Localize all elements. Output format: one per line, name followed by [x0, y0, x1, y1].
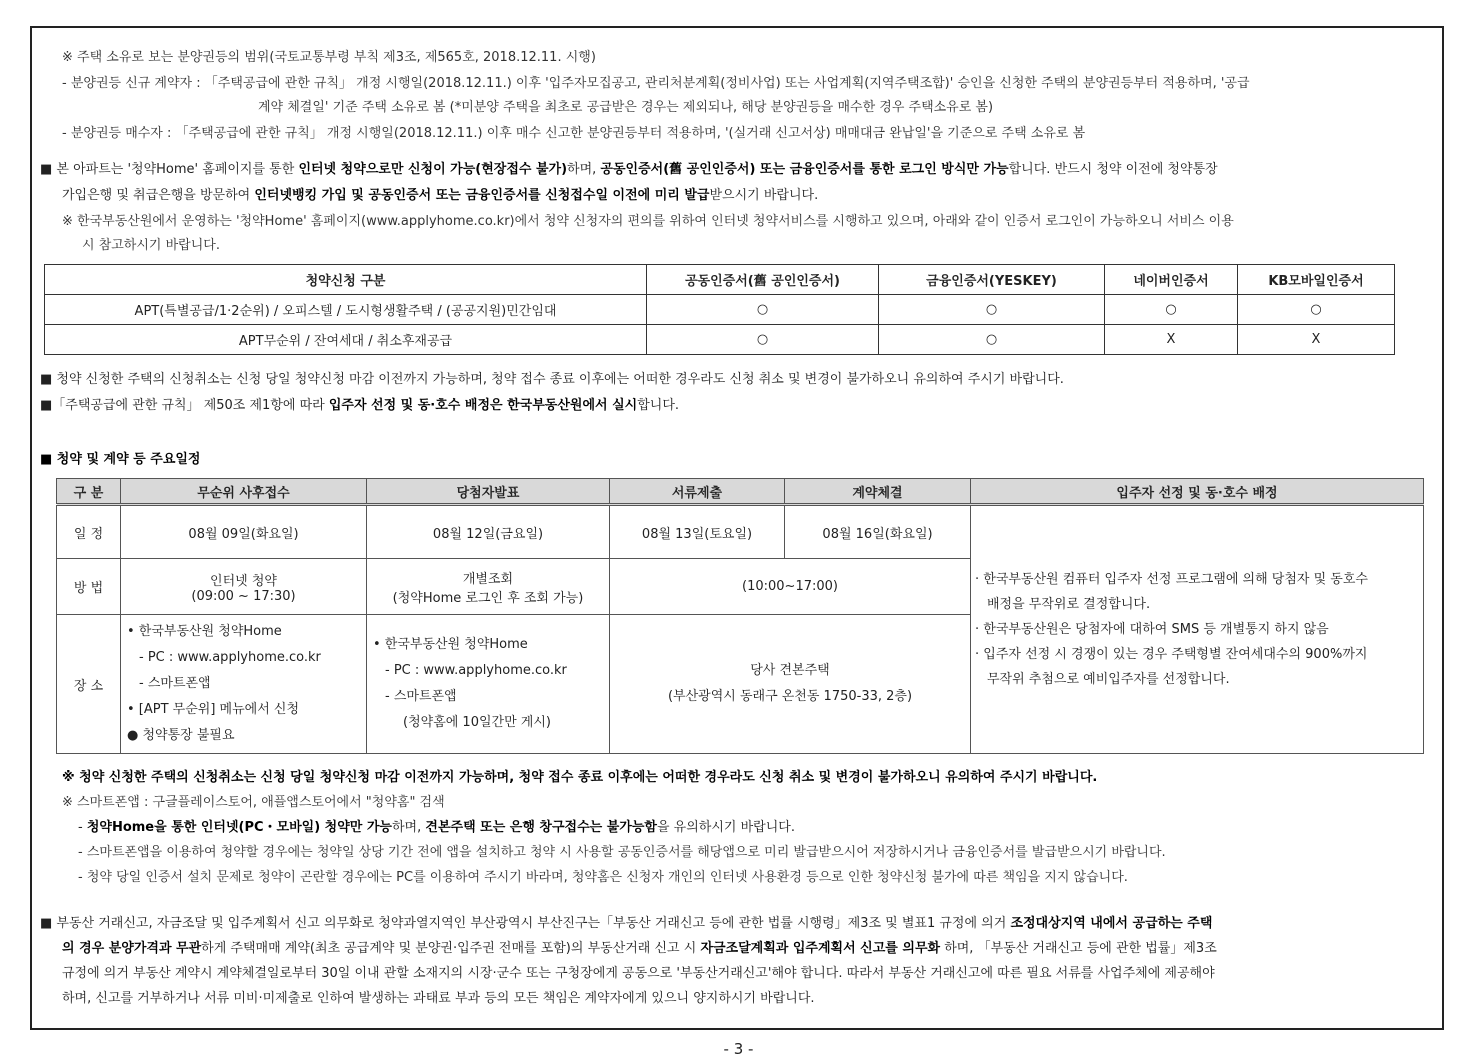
report-line-4: 하며, 신고를 거부하거나 서류 미비·미제출로 인하여 발생하는 과태료 부과 등의 모든 책임은 계약자에게 있으니 양지하시기 바랍니다. — [62, 991, 815, 1006]
after-text: 하며, — [392, 820, 426, 835]
online-bold: 인터넷뱅킹 가입 및 공동인증서 또는 금융인증서를 신청접수일 이전에 미리 발급 — [254, 188, 710, 203]
place-line: - PC : www.applyhome.co.kr — [385, 663, 567, 679]
cert-cell: ○ — [1105, 295, 1238, 325]
after-line-3: - 청약 당일 인증서 설치 문제로 청약이 곤란할 경우에는 PC를 이용하여 주시기 바라며, 청약홈은 신청자 개인의 인터넷 사용환경 등으로 인한 청약신청 불가에 따른 책임을 지지 않습니다. — [78, 870, 1128, 885]
report-bold: 의 경우 분양가격과 무관 — [62, 941, 202, 956]
report-bold: 조정대상지역 내에서 공급하는 주택 — [1010, 916, 1213, 931]
schedule-cell: 08월 13일(토요일) — [610, 505, 785, 559]
table-row — [57, 505, 1424, 559]
scope-new-contract-1: - 분양권등 신규 계약자 : 「주택공급에 관한 규칙」 개정 시행일(2018.12.11.) 이후 '입주자모집공고, 관리처분계획(정비사업) 또는 사업계획(지역주택조합)' 승인을 신청한 주택의 분양권등부터 적용하며, '공급 — [62, 76, 1250, 91]
schedule-header-cell: 계약체결 — [785, 479, 971, 505]
assign-note: · 한국부동산원 컴퓨터 입주자 선정 프로그램에 의해 당첨자 및 동호수 — [975, 572, 1368, 588]
schedule-cell: 08월 16일(화요일) — [785, 505, 971, 559]
report-text: 하게 주택매매 계약(최초 공급계약 및 분양권·입주권 전매를 포함)의 부동산거래 신고 시 — [201, 941, 701, 956]
cert-cell: ○ — [1238, 295, 1395, 325]
cert-header-cell: 금융인증서(YESKEY) — [879, 265, 1105, 295]
place-cell-announce — [367, 615, 610, 754]
after-bold: 견본주택 또는 은행 창구접수는 불가능함 — [425, 820, 657, 835]
cert-cell: ○ — [879, 325, 1105, 355]
place-line: (청약홈에 10일간만 게시) — [403, 715, 551, 731]
online-text: 합니다. 반드시 청약 이전에 청약통장 — [1008, 162, 1218, 177]
cert-cell: X — [1105, 325, 1238, 355]
after-bold: 청약Home을 통한 인터넷(PC・모바일) 청약만 가능 — [86, 820, 392, 835]
schedule-header-cell: 구 분 — [57, 479, 121, 505]
report-bold: 자금조달계획과 입주계획서 신고를 의무화 — [700, 941, 941, 956]
after-line-2: - 스마트폰앱을 이용하여 청약할 경우에는 청약일 상당 기간 전에 앱을 설치하고 청약 시 사용할 공동인증서를 해당앱으로 미리 발급받으시어 저장하시거나 금융인증서를 발급받으시기 바랍니다. — [78, 845, 1166, 860]
after-text: 을 유의하시기 바랍니다. — [656, 820, 795, 835]
row-label: 방 법 — [57, 559, 121, 615]
place-line: - 스마트폰앱 — [139, 676, 211, 692]
report-text: ■ 부동산 거래신고, 자금조달 및 입주계획서 신고 의무화로 청약과열지역인 부산광역시 부산진구는「부동산 거래신고 등에 관한 법률 시행령」제3조 및 별표1 규정에 의거 — [40, 916, 1011, 931]
notice-bold: 입주자 선정 및 동·호수 배정은 한국부동산원에서 실시 — [328, 398, 638, 413]
online-note-2: 시 참고하시기 바랍니다. — [82, 238, 220, 253]
schedule-header — [57, 479, 1424, 505]
schedule-cell: (10:00~17:00) — [610, 559, 971, 615]
place-line: • 한국부동산원 청약Home — [373, 637, 528, 653]
cert-cell: ○ — [647, 325, 879, 355]
online-bold: 공동인증서(舊 공인인증서) 또는 금융인증서를 통한 로그인 방식만 가능 — [600, 162, 1009, 177]
assign-notes-cell — [971, 505, 1424, 754]
table-row — [45, 295, 1395, 325]
online-bold: 인터넷 청약으로만 신청이 가능(현장접수 불가) — [298, 162, 568, 177]
assign-note: · 한국부동산원은 당첨자에 대하여 SMS 등 개별통지 하지 않음 — [975, 622, 1329, 638]
place-line: - PC : www.applyhome.co.kr — [139, 650, 321, 666]
table-row — [45, 325, 1395, 355]
after-line-1 — [78, 816, 795, 835]
cert-table — [44, 264, 1395, 355]
method-text: (청약Home 로그인 후 조회 가능) — [392, 590, 584, 606]
online-note-1: ※ 한국부동산원에서 운영하는 '청약Home' 홈페이지(www.applyhome.co.kr)에서 청약 신청자의 편의를 위하여 인터넷 청약서비스를 시행하고 있으며, 아래와 같이 인증서 로그인이 가능하오니 서비스 이용 — [62, 214, 1234, 229]
method-text: 개별조회 — [462, 571, 514, 587]
assign-note: 배정을 무작위로 결정합니다. — [987, 597, 1151, 613]
cert-cell: ○ — [647, 295, 879, 325]
schedule-header-cell: 서류제출 — [610, 479, 785, 505]
smartphone-note: ※ 스마트폰앱 : 구글플레이스토어, 애플앱스토어에서 "청약홈" 검색 — [62, 795, 445, 810]
method-text: 인터넷 청약 — [210, 573, 277, 589]
scope-new-contract-2: 계약 체결일' 기준 주택 소유로 봄 (*미분양 주택을 최초로 공급받은 경우는 제외되나, 해당 분양권등을 매수한 경우 주택소유로 봄) — [258, 100, 994, 115]
place-line: • 한국부동산원 청약Home — [127, 624, 282, 640]
place-line: 당사 견본주택 — [750, 663, 830, 679]
cert-cell: X — [1238, 325, 1395, 355]
report-line-2 — [62, 937, 1217, 956]
scope-note: ※ 주택 소유로 보는 분양권등의 범위(국토교통부령 부칙 제3조, 제565호, 2018.12.11. 시행) — [62, 50, 596, 65]
method-text: (09:00 ~ 17:30) — [191, 588, 296, 604]
place-line: ● 청약통장 불필요 — [127, 728, 235, 744]
scope-buyer: - 분양권등 매수자 : 「주택공급에 관한 규칙」 개정 시행일(2018.12.11.) 이후 매수 신고한 분양권등부터 적용하며, '(실거래 신고서상) 매매대금 완납일'을 기준으로 주택 소유로 봄 — [62, 126, 1086, 141]
place-cell-model-house — [610, 615, 971, 754]
schedule-header-cell: 무순위 사후접수 — [121, 479, 367, 505]
online-text: 하며, — [567, 162, 601, 177]
place-line: • [APT 무순위] 메뉴에서 신청 — [127, 702, 300, 718]
row-label: 일 정 — [57, 505, 121, 559]
page-number: - 3 - — [723, 1040, 754, 1058]
schedule-cell — [121, 559, 367, 615]
assign-note: · 입주자 선정 시 경쟁이 있는 경우 주택형별 잔여세대수의 900%까지 — [975, 647, 1368, 663]
place-cell-online — [121, 615, 367, 754]
schedule-header-cell: 입주자 선정 및 동·호수 배정 — [971, 479, 1424, 505]
notice-text: 합니다. — [637, 398, 680, 413]
after-text: - — [78, 820, 87, 835]
row-label: 장 소 — [57, 615, 121, 754]
online-text: ■ 본 아파트는 '청약Home' 홈페이지를 통한 — [40, 162, 299, 177]
assign-note: 무작위 추첨으로 예비입주자를 선정합니다. — [987, 672, 1230, 688]
cert-table-header — [45, 265, 1395, 295]
online-text: 가입은행 및 취급은행을 방문하여 — [62, 188, 255, 203]
cert-header-cell: 네이버인증서 — [1105, 265, 1238, 295]
report-line-1 — [40, 912, 1212, 931]
cert-cell: APT무순위 / 잔여세대 / 취소후재공급 — [45, 325, 647, 355]
online-paragraph-2 — [62, 184, 818, 203]
bold-cancel-notice: ※ 청약 신청한 주택의 신청취소는 신청 당일 청약신청 마감 이전까지 가능하며, 청약 접수 종료 이후에는 어떠한 경우라도 신청 취소 및 변경이 불가하오니 유의하여 주시기 바랍니다. — [62, 770, 1098, 785]
online-paragraph-1 — [40, 158, 1218, 177]
notice-text: ■「주택공급에 관한 규칙」 제50조 제1항에 따라 — [40, 398, 329, 413]
report-line-3: 규정에 의거 부동산 계약시 계약체결일로부터 30일 이내 관할 소재지의 시장·군수 또는 구청장에게 공동으로 '부동산거래신고'해야 합니다. 따라서 부동산 거래신고에 따른 필요 서류를 사업주체에 제공해야 — [62, 966, 1215, 981]
cert-header-cell: 공동인증서(舊 공인인증서) — [647, 265, 879, 295]
cert-cell: ○ — [879, 295, 1105, 325]
place-line: - 스마트폰앱 — [385, 689, 457, 705]
schedule-title: ■ 청약 및 계약 등 주요일정 — [40, 452, 201, 467]
online-text: 받으시기 바랍니다. — [709, 188, 819, 203]
cert-header-cell: 청약신청 구분 — [45, 265, 647, 295]
schedule-table — [56, 478, 1424, 754]
notice-assign — [40, 394, 679, 413]
schedule-cell: 08월 12일(금요일) — [367, 505, 610, 559]
notice-cancel: ■ 청약 신청한 주택의 신청취소는 신청 당일 청약신청 마감 이전까지 가능하며, 청약 접수 종료 이후에는 어떠한 경우라도 신청 취소 및 변경이 불가하오니 유의하여 주시기 바랍니다. — [40, 372, 1064, 387]
schedule-cell: 08월 09일(화요일) — [121, 505, 367, 559]
schedule-header-cell: 당첨자발표 — [367, 479, 610, 505]
place-line: (부산광역시 동래구 온천동 1750-33, 2층) — [667, 689, 913, 705]
cert-cell: APT(특별공급/1·2순위) / 오피스텔 / 도시형생활주택 / (공공지원)민간임대 — [45, 295, 647, 325]
cert-header-cell: KB모바일인증서 — [1238, 265, 1395, 295]
schedule-cell — [367, 559, 610, 615]
report-text: 하며, 「부동산 거래신고 등에 관한 법률」제3조 — [940, 941, 1217, 956]
